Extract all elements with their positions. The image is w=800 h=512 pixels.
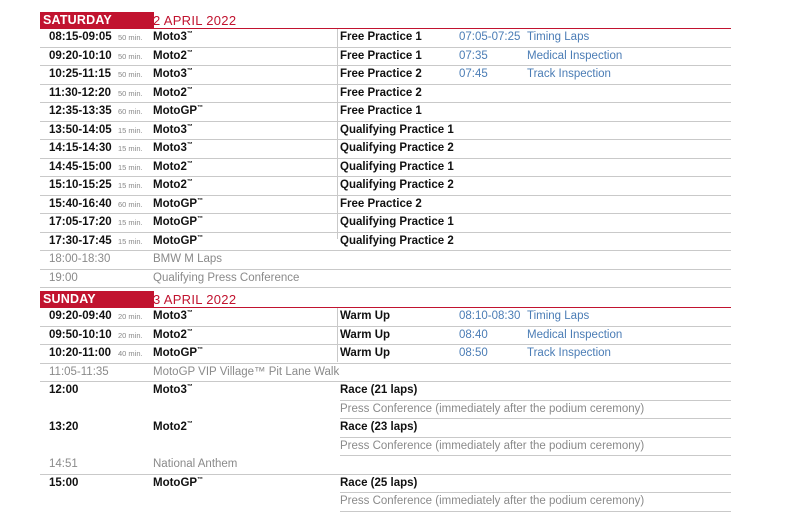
trademark-mark: ™ (197, 476, 204, 483)
trademark-mark: ™ (197, 197, 204, 204)
trademark-mark: ™ (186, 86, 193, 93)
session-time: 08:15-09:05 (49, 31, 112, 43)
session-name: Qualifying Practice 1 (340, 123, 454, 136)
session-time: 11:30-12:20 (49, 86, 112, 99)
extra-time: 08:40 (459, 328, 488, 341)
session-time: 17:30-17:45 (49, 234, 112, 247)
sunday-header (40, 291, 731, 308)
class-name (153, 196, 203, 214)
session-name: Warm Up (340, 310, 391, 322)
session-duration: 50 min. (118, 33, 143, 42)
class-label: MotoGP (153, 234, 198, 247)
class-label: Moto3 (153, 142, 187, 154)
session-time: 18:00-18:30 (49, 253, 111, 265)
session-name: Warm Up (340, 328, 391, 341)
saturday-header (40, 12, 731, 29)
schedule-row (40, 214, 731, 233)
session-time: 15:00 (49, 476, 79, 489)
session-duration: 60 min. (118, 199, 143, 209)
session-name: Race (21 laps) (340, 384, 418, 396)
session-duration: 15 min. (118, 144, 143, 153)
session-name: Warm Up (340, 347, 391, 359)
trademark-mark: ™ (197, 347, 204, 353)
trademark-mark: ™ (186, 310, 193, 316)
date-label: 2 APRIL 2022 (153, 13, 237, 28)
session-time: 14:15-14:30 (49, 142, 112, 154)
class-label: MotoGP (153, 197, 198, 210)
schedule-row (40, 364, 731, 383)
session-duration: 50 min. (118, 88, 143, 98)
class-name (153, 345, 203, 363)
session-name: Qualifying Practice 2 (340, 234, 454, 247)
schedule-row (40, 270, 731, 289)
session-duration: 15 min. (118, 125, 143, 135)
class-name (153, 85, 193, 103)
trademark-mark: ™ (186, 31, 193, 37)
extra-time: 07:05-07:25 (459, 31, 521, 43)
class-name (153, 48, 193, 66)
session-time: 15:40-16:40 (49, 197, 112, 210)
event-label: MotoGP VIP Village™ Pit Lane Walk (153, 365, 340, 378)
session-duration: 15 min. (118, 218, 143, 227)
trademark-mark: ™ (186, 123, 193, 130)
extra-time: 08:10-08:30 (459, 310, 521, 322)
session-duration: 60 min. (118, 107, 143, 116)
session-name: Free Practice 1 (340, 105, 422, 117)
schedule-row (40, 308, 731, 327)
class-label: Moto2 (153, 86, 187, 99)
press-row (340, 400, 731, 420)
trademark-mark: ™ (197, 105, 204, 111)
class-label: Moto2 (153, 421, 187, 433)
class-name (153, 382, 193, 400)
class-name (153, 327, 193, 345)
session-duration: 15 min. (118, 236, 143, 246)
session-duration: 50 min. (118, 70, 143, 79)
schedule-row (40, 233, 731, 252)
class-label: MotoGP (153, 476, 198, 489)
extra-time: 08:50 (459, 347, 488, 359)
trademark-mark: ™ (186, 328, 193, 335)
schedule-row (40, 140, 731, 159)
class-name (153, 122, 193, 140)
race-row (40, 475, 731, 493)
class-label: MotoGP (153, 347, 198, 359)
session-name: Qualifying Practice 1 (340, 216, 454, 228)
event-label: Qualifying Press Conference (153, 271, 300, 284)
session-time: 14:45-15:00 (49, 160, 112, 173)
session-time: 14:51 (49, 458, 78, 470)
schedule-row (40, 29, 731, 48)
session-time: 09:20-10:10 (49, 49, 112, 62)
session-name: Free Practice 1 (340, 31, 422, 43)
session-time: 19:00 (49, 271, 78, 284)
class-name (153, 214, 203, 232)
schedule-row (40, 103, 731, 122)
class-label: Moto3 (153, 310, 187, 322)
class-name (153, 29, 193, 47)
schedule-row (40, 122, 731, 141)
class-label: Moto2 (153, 179, 187, 191)
class-name (153, 419, 193, 437)
class-label: Moto3 (153, 384, 187, 396)
session-duration: 20 min. (118, 312, 143, 321)
trademark-mark: ™ (186, 68, 193, 74)
extra-time: 07:45 (459, 68, 488, 80)
class-name (153, 233, 203, 251)
trademark-mark: ™ (186, 384, 193, 390)
schedule-row (40, 327, 731, 346)
press-conference-label: Press Conference (immediately after the podium ceremony) (340, 495, 645, 507)
class-name (153, 308, 193, 326)
session-name: Race (25 laps) (340, 476, 418, 489)
session-time: 09:50-10:10 (49, 328, 112, 341)
schedule-row (40, 177, 731, 196)
extra-time: 07:35 (459, 49, 488, 62)
session-name: Race (23 laps) (340, 421, 418, 433)
session-name: Free Practice 2 (340, 86, 422, 99)
day-label: SATURDAY (40, 12, 154, 28)
trademark-mark: ™ (186, 142, 193, 148)
extra-label: Medical Inspection (527, 49, 623, 62)
session-time: 10:25-11:15 (49, 68, 112, 80)
class-name (153, 66, 193, 84)
race-row (40, 382, 731, 400)
extra-label: Timing Laps (527, 31, 590, 43)
class-name (153, 140, 193, 158)
class-label: Moto2 (153, 160, 187, 173)
class-label: MotoGP (153, 216, 198, 228)
event-label: BMW M Laps (153, 253, 223, 265)
day-label: SUNDAY (40, 291, 154, 307)
class-label: MotoGP (153, 105, 198, 117)
session-time: 10:20-11:00 (49, 347, 112, 359)
trademark-mark: ™ (186, 179, 193, 185)
class-label: Moto3 (153, 123, 187, 136)
schedule-row (40, 456, 731, 475)
press-conference-label: Press Conference (immediately after the podium ceremony) (340, 439, 645, 452)
press-row (340, 437, 731, 457)
class-name (153, 475, 203, 493)
session-duration: 50 min. (118, 51, 143, 61)
session-time: 13:50-14:05 (49, 123, 112, 136)
schedule-row (40, 48, 731, 67)
extra-label: Track Inspection (527, 68, 611, 80)
extra-label: Medical Inspection (527, 328, 623, 341)
session-duration: 20 min. (118, 330, 143, 340)
trademark-mark: ™ (186, 421, 193, 427)
class-name (153, 103, 203, 121)
class-name (153, 159, 193, 177)
session-name: Qualifying Practice 1 (340, 160, 454, 173)
class-label: Moto3 (153, 31, 187, 43)
session-name: Qualifying Practice 2 (340, 179, 454, 191)
event-label: National Anthem (153, 458, 238, 470)
session-time: 15:10-15:25 (49, 179, 112, 191)
schedule-row (40, 196, 731, 215)
press-row (340, 492, 731, 512)
session-time: 12:35-13:35 (49, 105, 112, 117)
schedule-row (40, 345, 731, 364)
trademark-mark: ™ (197, 234, 204, 241)
session-duration: 40 min. (118, 349, 143, 358)
session-time: 13:20 (49, 421, 79, 433)
session-time: 17:05-17:20 (49, 216, 112, 228)
sunday-schedule (40, 291, 731, 512)
extra-label: Timing Laps (527, 310, 590, 322)
saturday-schedule (40, 12, 731, 288)
schedule-row (40, 251, 731, 270)
schedule-row (40, 159, 731, 178)
trademark-mark: ™ (186, 160, 193, 167)
session-name: Free Practice 1 (340, 49, 422, 62)
press-conference-label: Press Conference (immediately after the podium ceremony) (340, 402, 645, 415)
session-duration: 15 min. (118, 162, 143, 172)
date-label: 3 APRIL 2022 (153, 292, 237, 307)
class-label: Moto2 (153, 49, 187, 62)
session-time: 12:00 (49, 384, 79, 396)
race-row (40, 419, 731, 437)
session-name: Free Practice 2 (340, 68, 422, 80)
trademark-mark: ™ (197, 216, 204, 222)
session-name: Qualifying Practice 2 (340, 142, 454, 154)
schedule-row (40, 66, 731, 85)
class-name (153, 177, 193, 195)
class-label: Moto3 (153, 68, 187, 80)
extra-label: Track Inspection (527, 347, 611, 359)
session-name: Free Practice 2 (340, 197, 422, 210)
session-time: 09:20-09:40 (49, 310, 112, 322)
class-label: Moto2 (153, 328, 187, 341)
schedule-row (40, 85, 731, 104)
session-duration: 15 min. (118, 181, 143, 190)
trademark-mark: ™ (186, 49, 193, 56)
session-time: 11:05-11:35 (49, 365, 109, 378)
